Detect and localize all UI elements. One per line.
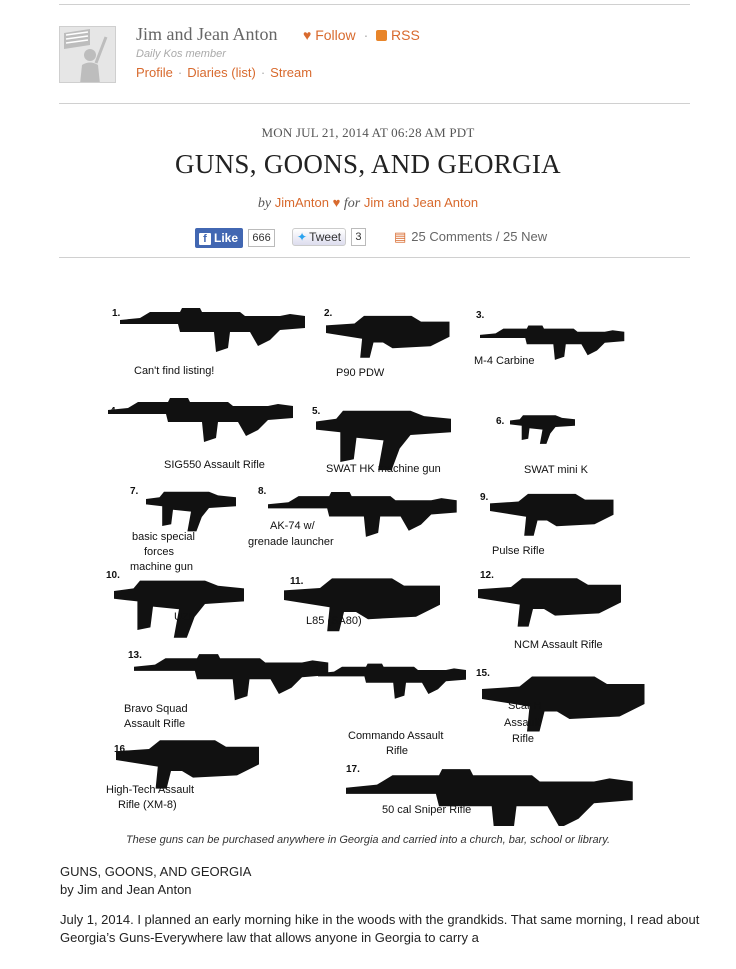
- body-paragraph: July 1, 2014. I planned an early morning hike in the woods with the grandkids. That same morning, I read about Georgia’s Guns-Everywhere law that allows anyone in Georgia to carry a: [60, 912, 700, 945]
- stream-link[interactable]: Stream: [270, 65, 313, 80]
- gun-item-1: [112, 308, 305, 377]
- heart-icon: ♥: [303, 27, 312, 43]
- gun-label: NCM Assault Rifle: [514, 639, 603, 651]
- gun-label: grenade launcher: [248, 536, 334, 548]
- gun-label: Pulse Rifle: [492, 545, 545, 557]
- gun-label: 50 cal Sniper Rifle: [382, 804, 472, 816]
- rss-link[interactable]: RSS: [391, 27, 420, 43]
- gun-number: 1.: [112, 308, 121, 319]
- gun-silhouette: [316, 411, 451, 470]
- gun-item-16: [106, 740, 259, 811]
- separator: ·: [363, 27, 369, 43]
- gun-item-8: [248, 486, 457, 548]
- profile-link[interactable]: Profile: [136, 65, 173, 80]
- author-header: [59, 24, 690, 94]
- gun-silhouette: [108, 398, 293, 442]
- gun-item-4: [108, 398, 293, 471]
- figure-caption: These guns can be purchased anywhere in Georgia and carried into a church, bar, school or library.: [125, 834, 611, 846]
- gun-item-3: [474, 310, 624, 367]
- gun-label: AK-74 w/: [270, 520, 315, 532]
- guns-image: [100, 296, 670, 826]
- gun-label: P90 PDW: [336, 367, 385, 379]
- bird-icon: ✦: [297, 230, 308, 244]
- gun-label: SWAT mini K: [524, 464, 588, 476]
- gun-silhouette: [326, 316, 450, 358]
- gun-item-5: [312, 406, 451, 475]
- gun-item-2: [324, 308, 450, 379]
- gun-label: Assault: [504, 717, 541, 729]
- like-count: 666: [248, 229, 274, 247]
- byline-group-link[interactable]: Jim and Jean Anton: [363, 195, 479, 210]
- gun-number: 2.: [324, 308, 333, 319]
- gun-label: Assault Rifle: [124, 718, 186, 730]
- gun-item-13: [124, 650, 328, 730]
- comments-count: 25 Comments / 25 New: [411, 229, 548, 244]
- follow-link[interactable]: Follow: [315, 27, 356, 43]
- byline-by: by: [257, 196, 272, 211]
- post-date: MON JUL 21, 2014 AT 06:28 AM PDT: [261, 125, 475, 140]
- rss-icon: [376, 30, 387, 41]
- gun-number: 8.: [258, 486, 267, 497]
- comment-icon: ▤: [394, 229, 407, 244]
- diaries-link[interactable]: Diaries (list): [187, 65, 256, 80]
- gun-label: SIG550 Assault Rifle: [164, 459, 265, 471]
- gun-number: 16.: [114, 744, 128, 755]
- gun-label: High-Tech Assault: [106, 784, 195, 796]
- like-label: Like: [214, 231, 239, 245]
- gun-label: machine gun: [130, 561, 193, 573]
- top-divider: [59, 4, 690, 5]
- gun-number: 11.: [290, 576, 304, 587]
- gun-label: M-4 Carbine: [474, 355, 535, 367]
- gun-silhouette: [114, 581, 244, 638]
- gun-item-10: [106, 570, 244, 638]
- twitter-tweet: [292, 228, 366, 248]
- gun-number: 14.: [314, 664, 328, 675]
- gun-label: L85 (SA80): [306, 615, 362, 627]
- author-links: Profile · Diaries (list) · Stream: [136, 65, 313, 80]
- gun-number: 9.: [480, 492, 489, 503]
- gun-item-15: [476, 668, 645, 745]
- heart-icon: ♥: [332, 195, 341, 210]
- gun-number: 12.: [480, 570, 494, 581]
- gun-silhouette: [510, 415, 575, 444]
- gun-number: 4.: [110, 406, 119, 417]
- gun-item-12: [478, 570, 621, 651]
- follow-group: [303, 27, 420, 43]
- article-body: [60, 863, 700, 959]
- gun-label: Scar H: [508, 700, 542, 712]
- gun-number: 6.: [496, 416, 505, 427]
- gun-label: Rifle (XM-8): [118, 799, 177, 811]
- body-heading: GUNS, GOONS, AND GEORGIA: [60, 864, 252, 879]
- facebook-icon: f: [199, 233, 211, 245]
- gun-label: Commando Assault: [348, 730, 444, 742]
- header-divider: [59, 103, 690, 104]
- byline: [0, 195, 736, 212]
- avatar[interactable]: [59, 26, 116, 83]
- gun-number: 7.: [130, 486, 139, 497]
- meta-divider: [59, 257, 690, 258]
- gun-silhouette: [346, 769, 633, 826]
- flag-person-icon: [60, 27, 116, 83]
- gun-label: Rifle: [512, 733, 535, 745]
- gun-number: 5.: [312, 406, 321, 417]
- gun-label: UZI: [174, 611, 192, 623]
- gun-label: basic special: [132, 531, 195, 543]
- gun-item-9: [480, 492, 614, 557]
- gun-number: 13.: [128, 650, 142, 661]
- gun-label: Can't find listing!: [134, 365, 215, 377]
- facebook-like: [195, 228, 275, 248]
- gun-silhouette: [490, 494, 614, 536]
- gun-silhouette: [116, 740, 259, 788]
- gun-label: Bravo Squad: [124, 703, 188, 715]
- gun-item-17: [346, 764, 633, 826]
- tweet-button[interactable]: [292, 228, 346, 246]
- gun-item-6: [496, 415, 589, 476]
- gun-silhouette: [146, 492, 236, 532]
- gun-number: 10.: [106, 570, 120, 581]
- page-title: GUNS, GOONS, AND GEORGIA: [175, 149, 561, 179]
- gun-number: 15.: [476, 668, 490, 679]
- gun-label: Rifle: [386, 745, 409, 757]
- gun-silhouette: [134, 654, 328, 700]
- gun-silhouette: [318, 664, 466, 699]
- tweet-label: Tweet: [309, 230, 342, 244]
- author-name[interactable]: Jim and Jean Anton: [136, 24, 278, 44]
- gun-number: 17.: [346, 764, 360, 775]
- byline-user-link[interactable]: JimAnton: [274, 195, 329, 210]
- gun-item-14: [314, 664, 466, 757]
- tweet-count: 3: [351, 228, 365, 246]
- gun-silhouette: [478, 578, 621, 626]
- member-label: Daily Kos member: [136, 48, 226, 60]
- gun-label: forces: [144, 546, 174, 558]
- like-button[interactable]: [195, 228, 243, 248]
- gun-label: SWAT HK machine gun: [326, 463, 441, 475]
- byline-for: for: [343, 196, 361, 211]
- body-byline: by Jim and Jean Anton: [60, 882, 192, 897]
- comments-link[interactable]: [394, 229, 547, 245]
- gun-silhouette: [120, 308, 305, 352]
- gun-number: 3.: [476, 310, 485, 321]
- gun-item-7: [130, 486, 236, 573]
- gun-item-11: [284, 576, 440, 631]
